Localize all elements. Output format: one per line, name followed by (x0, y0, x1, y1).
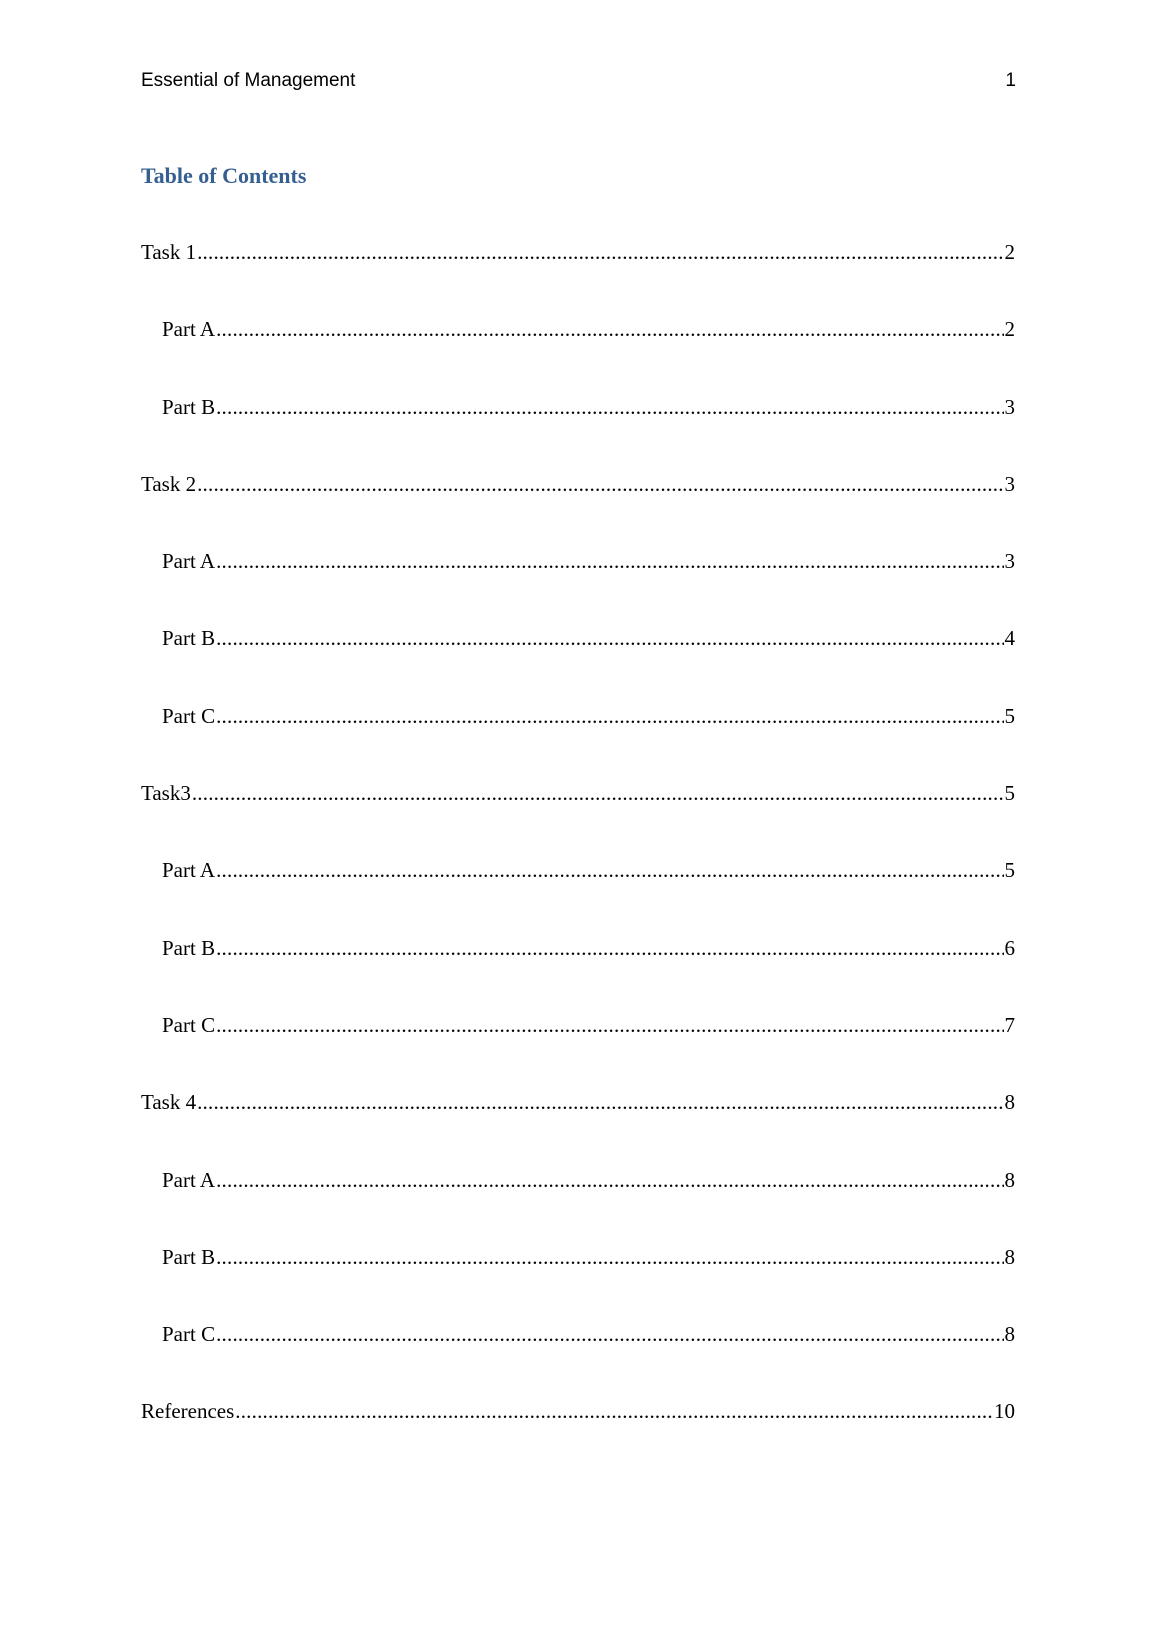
dot-leader (216, 546, 1003, 576)
toc-entry-references[interactable] (141, 1396, 1015, 1473)
toc-entry-page: 5 (1004, 781, 1015, 806)
toc-entry-page: 3 (1004, 471, 1015, 496)
toc-entry-page: 5 (1004, 703, 1015, 728)
toc-heading: Table of Contents (141, 163, 307, 188)
toc-entry-page: 4 (1004, 626, 1015, 651)
page-number: 1 (1005, 70, 1016, 91)
toc-entry-page: 2 (1004, 240, 1015, 264)
toc-entry-task-1-part-b[interactable] (141, 392, 1015, 469)
toc-entry-task-2-part-a[interactable] (141, 546, 1015, 623)
toc-entry-task-3[interactable] (141, 778, 1015, 855)
dot-leader (216, 933, 1003, 963)
toc-entry-label: References (141, 1399, 235, 1424)
toc-entry-label: Task 2 (141, 471, 197, 496)
table-of-contents (141, 237, 1015, 1474)
toc-entry-task-2-part-b[interactable] (141, 623, 1015, 700)
toc-entry-label: Part C (162, 1012, 216, 1037)
toc-entry-label: Part C (162, 1322, 216, 1347)
toc-entry-page: 8 (1004, 1244, 1015, 1269)
dot-leader (216, 701, 1003, 731)
toc-entry-page: 5 (1004, 858, 1015, 883)
toc-entry-page: 8 (1004, 1090, 1015, 1115)
toc-entry-page: 8 (1004, 1322, 1015, 1347)
dot-leader (216, 1319, 1003, 1349)
toc-entry-page: 6 (1004, 935, 1015, 960)
dot-leader (216, 392, 1003, 422)
toc-entry-page: 8 (1004, 1167, 1015, 1192)
toc-entry-task-4[interactable] (141, 1087, 1015, 1164)
toc-entry-label: Task 4 (141, 1090, 197, 1115)
toc-entry-page: 3 (1004, 394, 1015, 419)
toc-entry-label: Part A (162, 549, 216, 574)
dot-leader (235, 1396, 993, 1426)
dot-leader (216, 1010, 1003, 1040)
toc-entry-task-3-part-c[interactable] (141, 1010, 1015, 1087)
toc-entry-task-2-part-c[interactable] (141, 701, 1015, 778)
toc-entry-page: 7 (1004, 1012, 1015, 1037)
toc-entry-label: Part A (162, 1167, 216, 1192)
toc-entry-label: Task3 (141, 781, 191, 806)
dot-leader (216, 1165, 1003, 1195)
toc-entry-task-1[interactable] (141, 237, 1015, 314)
running-header-title: Essential of Management (141, 70, 356, 91)
toc-entry-task-4-part-c[interactable] (141, 1319, 1015, 1396)
toc-entry-task-1-part-a[interactable] (141, 314, 1015, 391)
toc-entry-task-2[interactable] (141, 469, 1015, 546)
dot-leader (192, 778, 1004, 808)
dot-leader (216, 314, 1003, 344)
toc-entry-label: Part A (162, 317, 216, 342)
dot-leader (216, 623, 1003, 653)
toc-entry-label: Part B (162, 626, 216, 651)
toc-entry-page: 2 (1004, 317, 1015, 342)
toc-entry-task-3-part-b[interactable] (141, 933, 1015, 1010)
toc-entry-label: Part A (162, 858, 216, 883)
toc-entry-label: Task 1 (141, 240, 197, 264)
toc-entry-label: Part B (162, 935, 216, 960)
toc-entry-label: Part C (162, 703, 216, 728)
toc-entry-task-4-part-a[interactable] (141, 1165, 1015, 1242)
toc-entry-task-3-part-a[interactable] (141, 855, 1015, 932)
toc-entry-label: Part B (162, 1244, 216, 1269)
toc-entry-label: Part B (162, 394, 216, 419)
dot-leader (216, 1242, 1003, 1272)
toc-entry-page: 10 (994, 1399, 1015, 1424)
dot-leader (197, 469, 1003, 499)
toc-entry-task-4-part-b[interactable] (141, 1242, 1015, 1319)
toc-entry-page: 3 (1004, 549, 1015, 574)
dot-leader (197, 237, 1003, 267)
dot-leader (216, 855, 1003, 885)
dot-leader (197, 1087, 1003, 1117)
